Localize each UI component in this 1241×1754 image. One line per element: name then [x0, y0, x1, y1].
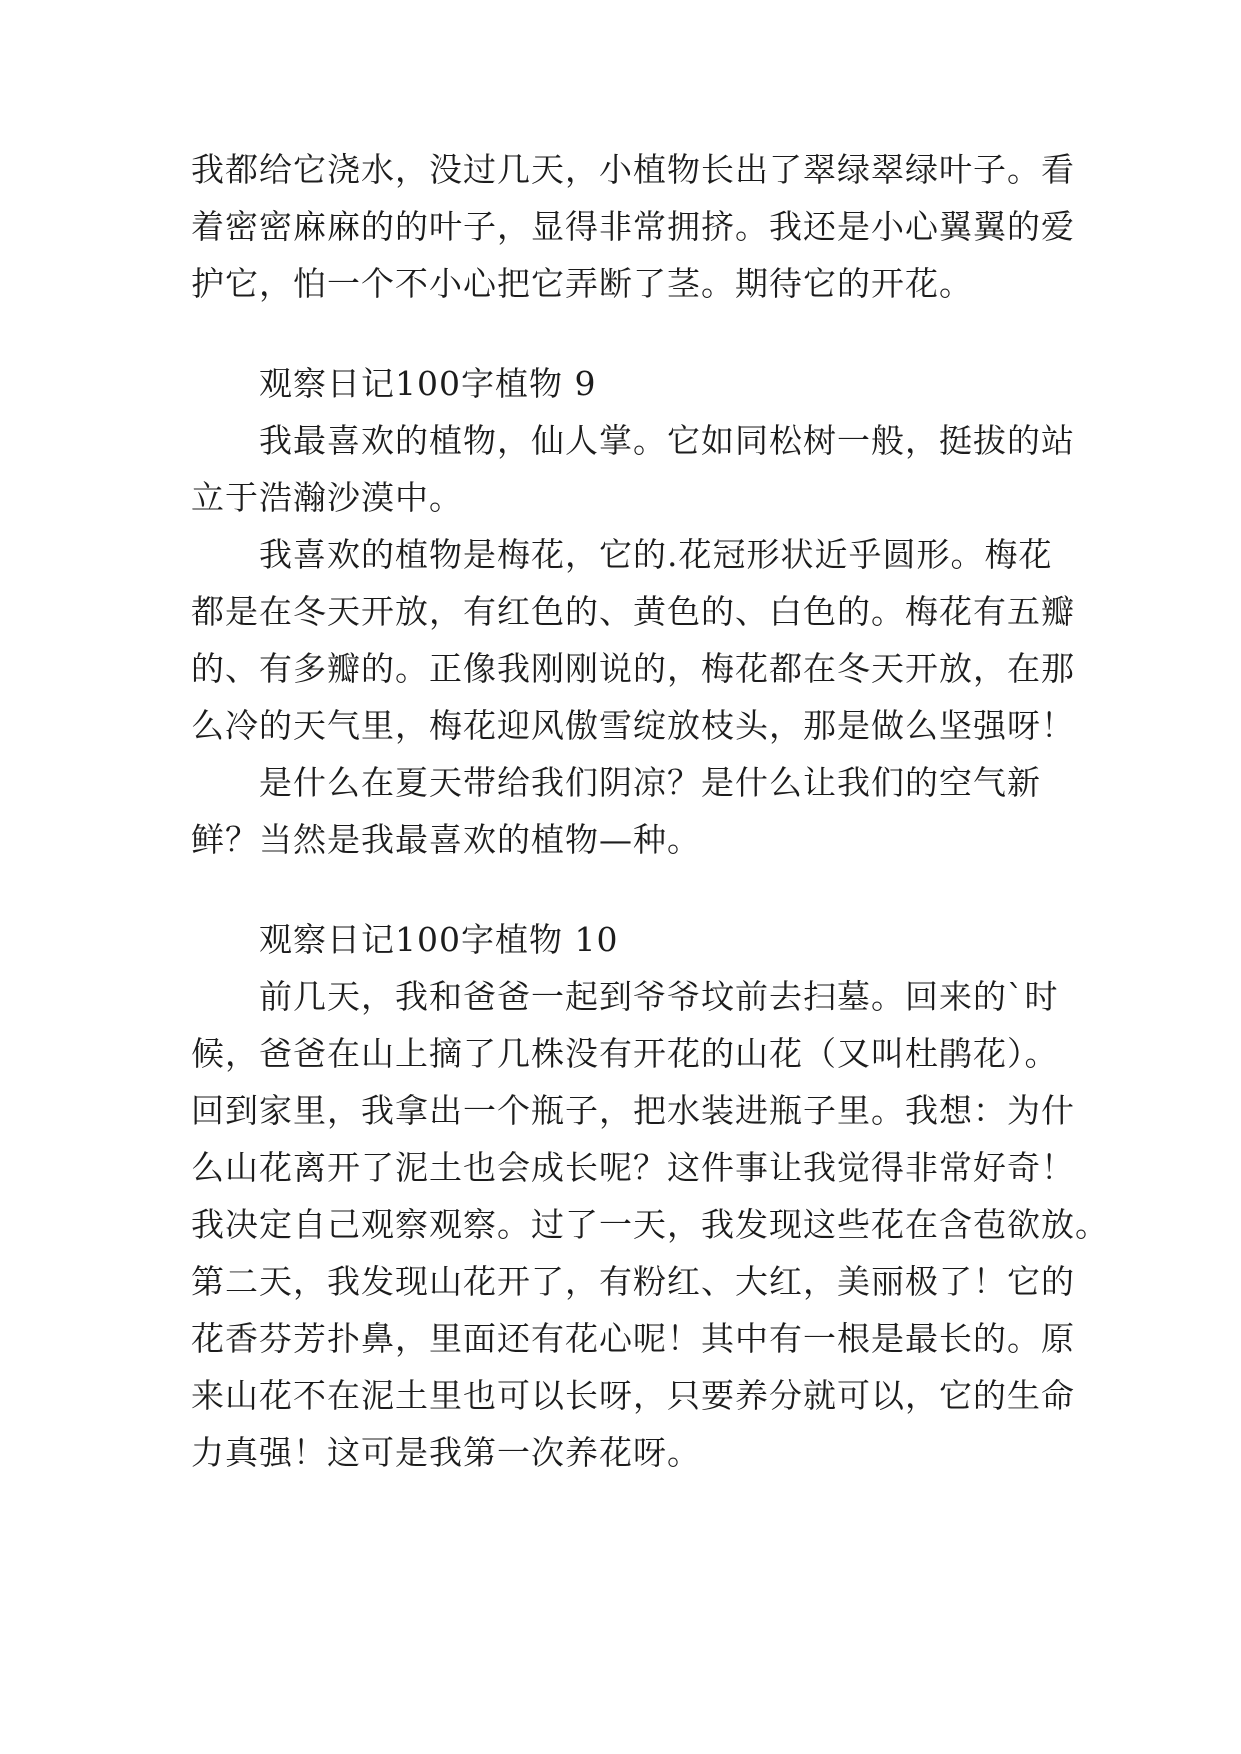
paragraph-line: 我决定自己观察观察。过了一天，我发现这些花在含苞欲放。 — [191, 1205, 1109, 1244]
paragraph-line: 的、有多瓣的。正像我刚刚说的，梅花都在冬天开放，在那 — [191, 649, 1075, 688]
paragraph-line: 立于浩瀚沙漠中。 — [191, 478, 463, 517]
paragraph-line: 候，爸爸在山上摘了几株没有开花的山花（又叫杜鹃花）。 — [191, 1034, 1059, 1073]
paragraph-line: 我喜欢的植物是梅花，它的.花冠形状近乎圆形。梅花 — [259, 535, 1053, 574]
paragraph-line: 着密密麻麻的的叶子，显得非常拥挤。我还是小心翼翼的爱 — [191, 207, 1075, 246]
paragraph-line: 都是在冬天开放，有红色的、黄色的、白色的。梅花有五瓣 — [191, 592, 1075, 631]
paragraph-line: 来山花不在泥土里也可以长呀，只要养分就可以，它的生命 — [191, 1376, 1075, 1415]
paragraph-line: 护它，怕一个不小心把它弄断了茎。期待它的开花。 — [191, 264, 973, 303]
paragraph-line: 么山花离开了泥土也会成长呢？这件事让我觉得非常好奇！ — [191, 1148, 1075, 1187]
paragraph-line: 第二天，我发现山花开了，有粉红、大红，美丽极了！它的 — [191, 1262, 1075, 1301]
section-heading: 观察日记100字植物 10 — [259, 920, 619, 959]
paragraph-line: 回到家里，我拿出一个瓶子，把水装进瓶子里。我想：为什 — [191, 1091, 1075, 1130]
paragraph-line: 我最喜欢的植物，仙人掌。它如同松树一般，挺拔的站 — [259, 421, 1075, 460]
section-heading: 观察日记100字植物 9 — [259, 364, 597, 403]
paragraph-line: 前几天，我和爸爸一起到爷爷坟前去扫墓。回来的`时 — [259, 977, 1059, 1016]
paragraph-line: 么冷的天气里，梅花迎风傲雪绽放枝头，那是做么坚强呀！ — [191, 706, 1075, 745]
paragraph-line: 鲜？当然是我最喜欢的植物—种。 — [191, 820, 701, 859]
paragraph-line: 花香芬芳扑鼻，里面还有花心呢！其中有一根是最长的。原 — [191, 1319, 1075, 1358]
paragraph-line: 是什么在夏天带给我们阴凉？是什么让我们的空气新 — [259, 763, 1041, 802]
paragraph-line: 力真强！这可是我第一次养花呀。 — [191, 1433, 701, 1472]
paragraph-line: 我都给它浇水，没过几天，小植物长出了翠绿翠绿叶子。看 — [191, 150, 1075, 189]
